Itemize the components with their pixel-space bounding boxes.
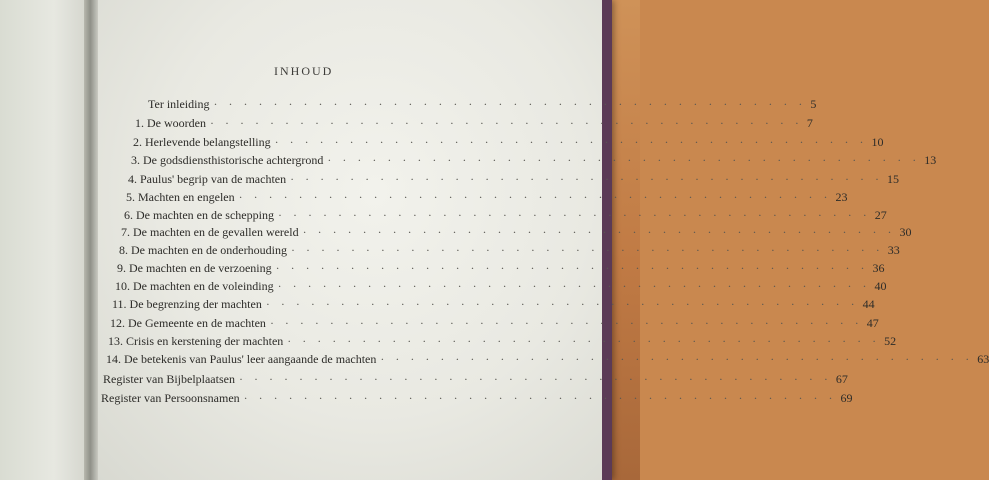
toc-entry-label: 10. De machten en de voleinding [115,279,274,293]
toc-entry-label: 1. De woorden [135,116,206,130]
toc-dot-leader: · · · · · · · · · · · · · · · · · · · · · · · · · · · · · · · · · · · · · · · · [277,279,871,293]
toc-entry [128,172,899,187]
toc-entry [101,391,853,406]
toc-entry-label: 8. De machten en de onderhouding [119,243,287,257]
toc-entry-page: 52 [884,334,897,348]
toc-entry-page: 69 [840,391,853,405]
toc-entry [119,243,900,258]
toc-entry-label: 9. De machten en de verzoening [117,261,272,275]
toc-entry-page: 7 [806,116,813,130]
toc-dot-leader: · · · · · · · · · · · · · · · · · · · · · · · · · · · · · · · · · · · · · · · · [290,172,883,186]
toc-entry-page: 33 [887,243,900,257]
toc-entry-page: 13 [924,153,937,167]
toc-entry-page: 63 [977,352,989,366]
page-title: INHOUD [274,64,334,78]
toc-entry-label: Ter inleiding [148,97,210,111]
toc-entry [110,316,879,331]
toc-entry [135,116,813,131]
toc-dot-leader: · · · · · · · · · · · · · · · · · · · · · · · · · · · · · · · · · · · · · · · · [238,190,832,204]
toc-entry [126,190,848,205]
toc-entry [103,372,848,387]
toc-dot-leader: · · · · · · · · · · · · · · · · · · · · · · · · · · · · · · · · · · · · · · · · [238,372,832,386]
toc-entry-page: 40 [874,279,887,293]
toc-entry-label: 12. De Gemeente en de machten [110,316,266,330]
toc-entry-page: 44 [862,297,875,311]
toc-entry-page: 47 [866,316,879,330]
toc-dot-leader: · · · · · · · · · · · · · · · · · · · · · · · · · · · · · · · · · · · · · · · · [274,135,868,149]
toc-entry-page: 27 [874,208,887,222]
toc-dot-leader: · · · · · · · · · · · · · · · · · · · · · · · · · · · · · · · · · · · · · · · · [287,334,881,348]
toc-entry-label: 13. Crisis en kerstening der machten [108,334,284,348]
toc-entry-label: 4. Paulus' begrip van de machten [128,172,287,186]
toc-entry-page: 23 [835,190,848,204]
toc-entry-page: 36 [872,261,885,275]
toc-entry-page: 30 [899,225,912,239]
toc-entry-page: 5 [810,97,817,111]
toc-entry [131,153,937,168]
toc-dot-leader: · · · · · · · · · · · · · · · · · · · · · · · · · · · · · · · · · · · · · · · · [265,297,859,311]
toc-dot-leader: · · · · · · · · · · · · · · · · · · · · · · · · · · · · · · · · · · · · · · · · [213,97,807,111]
toc-dot-leader: · · · · · · · · · · · · · · · · · · · · · · · · · · · · · · · · · · · · · · · · [269,316,863,330]
toc-entry-label: Register van Bijbelplaatsen [103,372,235,386]
toc-entry [115,279,887,294]
toc-dot-leader: · · · · · · · · · · · · · · · · · · · · · · · · · · · · · · · · · · · · · · · · [302,225,896,239]
toc-entry [133,135,884,150]
toc-entry [117,261,885,276]
toc-dot-leader: · · · · · · · · · · · · · · · · · · · · · · · · · · · · · · · · · · · · · · · · [380,352,974,366]
toc-dot-leader: · · · · · · · · · · · · · · · · · · · · · · · · · · · · · · · · · · · · · · · · [275,261,869,275]
toc-dot-leader: · · · · · · · · · · · · · · · · · · · · · · · · · · · · · · · · · · · · · · · · [277,208,871,222]
toc-dot-leader: · · · · · · · · · · · · · · · · · · · · · · · · · · · · · · · · · · · · · · · · [327,153,921,167]
toc-entry [112,297,875,312]
toc-entry-label: 14. De betekenis van Paulus' leer aangaande de machten [106,352,377,366]
toc-entry-page: 15 [886,172,899,186]
toc-entry-label: 6. De machten en de schepping [124,208,274,222]
toc-dot-leader: · · · · · · · · · · · · · · · · · · · · · · · · · · · · · · · · · · · · · · · · [243,391,837,405]
toc-entry-label: 5. Machten en engelen [126,190,235,204]
toc-entry [106,352,989,367]
toc-entry-page: 10 [871,135,884,149]
toc-entry [121,225,912,240]
toc-entry [148,97,817,112]
toc-entry [108,334,897,349]
toc-entry-label: 11. De begrenzing der machten [112,297,262,311]
toc-entry-label: 2. Herlevende belangstelling [133,135,271,149]
toc-entry-label: 7. De machten en de gevallen wereld [121,225,299,239]
toc-dot-leader: · · · · · · · · · · · · · · · · · · · · · · · · · · · · · · · · · · · · · · · · [290,243,884,257]
toc-entry-page: 67 [835,372,848,386]
toc-dot-leader: · · · · · · · · · · · · · · · · · · · · · · · · · · · · · · · · · · · · · · · · [209,116,803,130]
toc-entry [124,208,887,223]
toc-entry-label: Register van Persoonsnamen [101,391,240,405]
toc-entry-label: 3. De godsdiensthistorische achtergrond [131,153,324,167]
